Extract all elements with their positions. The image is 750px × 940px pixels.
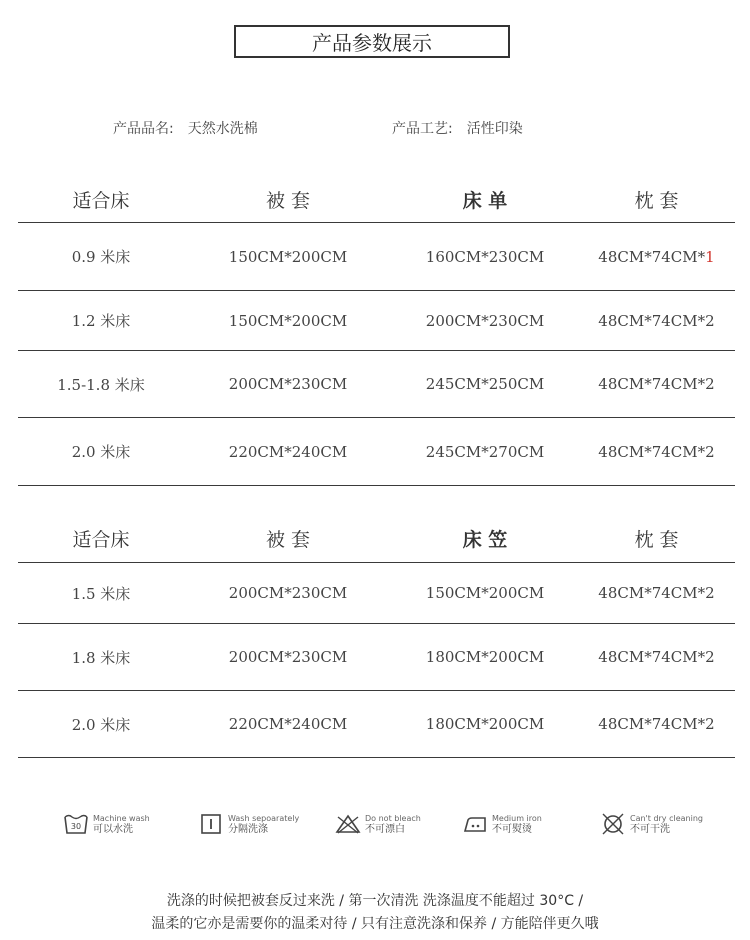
header-fitted-sheet: 床 笠: [462, 528, 508, 551]
header-duvet-cover: 被 套: [265, 528, 311, 551]
pillowcase-quantity: 1: [705, 247, 715, 266]
table-row: [18, 563, 735, 624]
care-item-do-not-bleach: [335, 812, 421, 836]
care-cn-label: 不可干洗: [630, 824, 670, 835]
bed-size-cell: 2.0 米床: [71, 443, 131, 461]
pillowcase-cell: 48CM*74CM*2: [598, 715, 715, 733]
footer-note-line-1: 洗涤的时候把被套反过来洗 / 第一次清洗 洗涤温度不能超过 30°C /: [166, 893, 584, 909]
product-name-info: [113, 118, 258, 138]
no-dry-cleaning-icon: [600, 812, 626, 836]
product-name-label: 产品品名:: [113, 121, 174, 137]
header-bed-size: 适合床: [72, 189, 130, 212]
flat-sheet-cell: 245CM*250CM: [425, 375, 545, 393]
fitted-sheet-cell: 150CM*200CM: [425, 584, 545, 602]
table-header-row: [18, 514, 735, 563]
table-row: [18, 624, 735, 691]
header-pillowcase: 枕 套: [634, 528, 679, 551]
duvet-cover-cell: 200CM*230CM: [228, 648, 348, 666]
bed-size-cell: 1.2 米床: [71, 312, 131, 330]
table-header-row: [18, 176, 735, 223]
bed-size-cell: 1.8 米床: [71, 648, 131, 667]
pillowcase-cell: 48CM*74CM*2: [598, 375, 715, 393]
header-duvet-cover: 被 套: [265, 189, 311, 212]
header-pillowcase: 枕 套: [634, 189, 679, 212]
product-process-label: 产品工艺:: [392, 121, 453, 137]
flat-sheet-cell: 160CM*230CM: [425, 247, 545, 266]
care-cn-label: 不可漂白: [365, 824, 405, 835]
duvet-cover-cell: 150CM*200CM: [228, 311, 348, 330]
care-item-medium-iron: [462, 812, 542, 836]
bed-size-cell: 2.0 米床: [71, 715, 131, 734]
fitted-sheet-cell: 180CM*200CM: [425, 715, 545, 733]
duvet-cover-cell: 200CM*230CM: [228, 375, 348, 393]
medium-iron-icon: [462, 812, 488, 836]
flat-sheet-cell: 245CM*270CM: [425, 442, 545, 461]
care-cn-label: 不可熨烫: [492, 824, 532, 835]
header-flat-sheet: 床 单: [462, 189, 508, 212]
wash-separately-icon: [198, 812, 224, 836]
care-en-label: Can't dry cleaning: [630, 814, 703, 823]
table-row: [18, 691, 735, 758]
care-en-label: Medium iron: [492, 814, 542, 823]
bed-size-cell: 0.9 米床: [71, 248, 131, 266]
page-title: 产品参数展示: [234, 25, 510, 58]
bed-size-cell: 1.5-1.8 米床: [57, 375, 145, 394]
care-en-label: Wash sepoarately: [228, 814, 300, 823]
size-table-fitted-sheet: [18, 514, 735, 758]
table-row: [18, 223, 735, 291]
duvet-cover-cell: 200CM*230CM: [228, 584, 348, 602]
product-process-info: [392, 118, 523, 138]
flat-sheet-cell: 200CM*230CM: [425, 311, 545, 330]
fitted-sheet-cell: 180CM*200CM: [425, 648, 545, 666]
machine-wash-30-icon: [63, 812, 89, 836]
duvet-cover-cell: 150CM*200CM: [228, 247, 348, 266]
care-instructions: [0, 812, 750, 846]
pillowcase-size: 48CM*74CM*: [598, 247, 706, 266]
pillowcase-cell: 48CM*74CM*2: [598, 648, 715, 666]
header-bed-size: 适合床: [72, 528, 130, 551]
wash-temperature: 30: [70, 822, 82, 831]
size-table-sheet: [18, 176, 735, 486]
care-en-label: Do not bleach: [365, 814, 421, 823]
care-item-no-dry-cleaning: [600, 812, 703, 836]
care-en-label: Machine wash: [93, 814, 150, 823]
pillowcase-cell: 48CM*74CM*2: [598, 442, 715, 461]
pillowcase-cell: 48CM*74CM*2: [598, 311, 715, 330]
footer-note-line-2: 温柔的它亦是需要你的温柔对待 / 只有注意洗涤和保养 / 方能陪伴更久哦: [151, 916, 599, 932]
duvet-cover-cell: 220CM*240CM: [228, 715, 348, 733]
table-row: [18, 351, 735, 418]
pillowcase-cell: [578, 248, 735, 266]
bed-size-cell: 1.5 米床: [71, 584, 131, 603]
care-cn-label: 可以水洗: [93, 824, 133, 835]
product-name-value: 天然水洗棉: [187, 121, 258, 137]
table-row: [18, 291, 735, 351]
care-cn-label: 分隔洗涤: [228, 824, 268, 835]
care-item-wash-separately: [198, 812, 299, 836]
pillowcase-cell: 48CM*74CM*2: [598, 584, 715, 602]
duvet-cover-cell: 220CM*240CM: [228, 442, 348, 461]
care-item-machine-wash: [63, 812, 150, 836]
do-not-bleach-icon: [335, 812, 361, 836]
table-row: [18, 418, 735, 486]
product-process-value: 活性印染: [466, 121, 523, 137]
